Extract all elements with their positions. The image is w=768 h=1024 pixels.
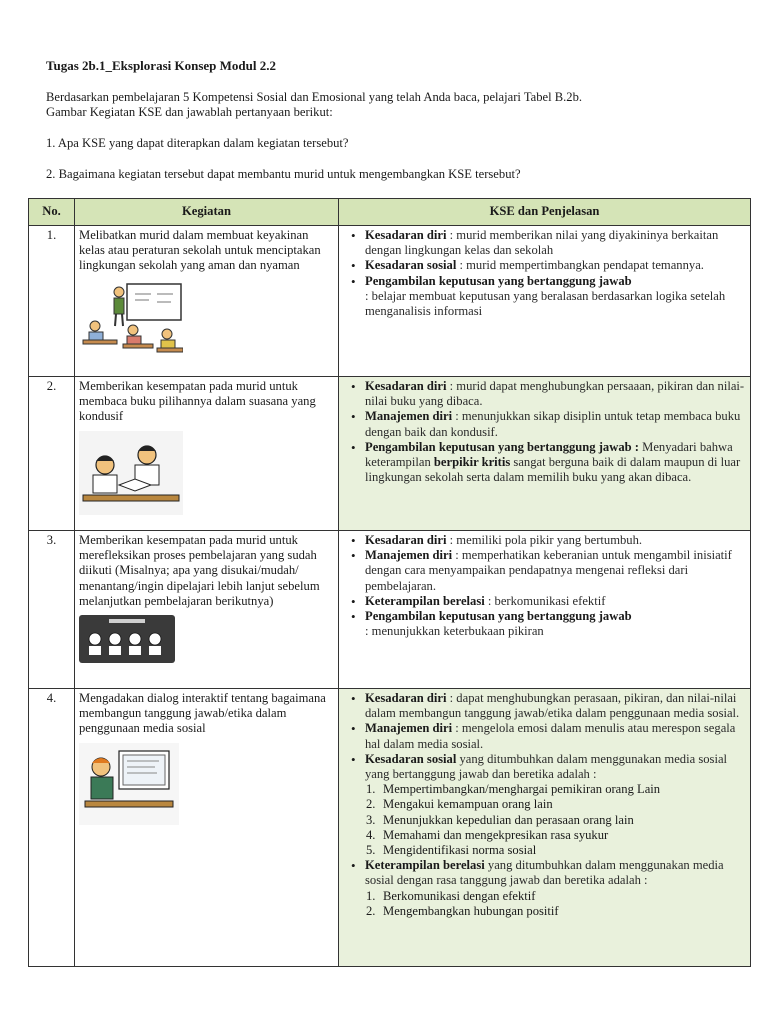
list-item: • Manajemen diri : memperhatikan keberanian untuk mengambil inisiatif dengan cara menyampaikan pendapatnya mengenai refleksi dari pembelajaran.	[365, 548, 746, 594]
list-item: • Keterampilan berelasi yang ditumbuhkan dalam menggunakan media sosial dengan rasa tanggung jawab dan beretika adalah : 1. Berkomunikasi dengan efektif 2. Mengembangkan hubungan positif	[365, 858, 746, 919]
list-item: • Kesadaran diri : murid dapat menghubungkan persaaan, pikiran dan nilai-nilai buku yang dibaca.	[365, 379, 746, 409]
kse-cell	[339, 377, 751, 531]
list-item: • Manajemen diri : mengelola emosi dalam menulis atau merespon segala hal dalam media sosial.	[365, 721, 746, 751]
list-item: • Pengambilan keputusan yang bertanggung jawab : menunjukkan keterbukaan pikiran	[365, 609, 746, 639]
kse-cell	[339, 531, 751, 689]
row-number: 3.	[29, 531, 75, 689]
sublist-item: 2. Mengakui kemampuan orang lain	[366, 797, 553, 812]
list-item: • Manajemen diri : menunjukkan sikap disiplin untuk tetap membaca buku dengan baik dan kondusif.	[365, 409, 746, 439]
table-row	[29, 377, 751, 531]
sublist-item: 3. Menunjukkan kepedulian dan perasaan orang lain	[366, 812, 634, 827]
document-title: Tugas 2b.1_Eksplorasi Konsep Modul 2.2	[46, 58, 276, 73]
row-number: 1.	[29, 226, 75, 377]
list-item: • Kesadaran sosial yang ditumbuhkan dalam menggunakan media sosial yang bertanggung jawab dan beretika adalah : 1. Mempertimbangkan/menghargai pemikiran orang Lain 2. Mengakui kemampuan orang lain 3. Menunjukkan kepedulian dan perasaan orang lain 4. Memahami dan mengekpresikan rasa syukur 5. Mengidentifikasi norma sosial	[365, 752, 746, 858]
list-item: • Keterampilan berelasi : berkomunikasi efektif	[365, 594, 746, 609]
kegiatan-cell	[75, 226, 339, 377]
intro-line-2: Gambar Kegiatan KSE dan jawablah pertanyaan berikut:	[46, 105, 333, 119]
table-row	[29, 689, 751, 967]
row-number: 2.	[29, 377, 75, 531]
kse-list	[343, 691, 746, 919]
question-1: 1. Apa KSE yang dapat diterapkan dalam kegiatan tersebut?	[46, 136, 349, 150]
numbered-sublist	[365, 782, 746, 858]
table-header-row	[29, 199, 751, 226]
list-item: • Kesadaran diri : memiliki pola pikir yang bertumbuh.	[365, 533, 746, 548]
kegiatan-text: Memberikan kesempatan pada murid untuk merefleksikan proses pembelajaran yang sudah diikuti (Misalnya; apa yang disukai/mudah/ menantang/ingin dipelajari lebih lanjut sebelum melanjutkan pembelajaran berikutnya)	[79, 533, 320, 608]
kegiatan-cell	[75, 531, 339, 689]
kegiatan-text: Melibatkan murid dalam membuat keyakinan kelas atau peraturan sekolah untuk menciptakan lingkungan sekolah yang aman dan nyaman	[79, 228, 321, 273]
reflection-faces-illustration	[79, 615, 334, 667]
list-item: • Pengambilan keputusan yang bertanggung jawab : Menyadari bahwa keterampilan berpikir kritis sangat berguna baik di dalam maupun di luar lingkungan sekolah serta dalam memilih buku yang akan dibaca.	[365, 440, 746, 486]
sublist-item: 5. Mengidentifikasi norma sosial	[366, 843, 537, 858]
sublist-item: 1. Mempertimbangkan/menghargai pemikiran orang Lain	[366, 782, 661, 797]
kegiatan-text: Mengadakan dialog interaktif tentang bagaimana membangun tanggung jawab/etika dalam penggunaan media sosial	[79, 691, 326, 736]
kse-list	[343, 533, 746, 639]
kse-list	[343, 379, 746, 485]
sublist-item: 2. Mengembangkan hubungan positif	[366, 903, 559, 918]
table-row	[29, 531, 751, 689]
classroom-rules-illustration	[79, 280, 334, 362]
list-item: • Kesadaran sosial : murid mempertimbangkan pendapat temannya.	[365, 258, 746, 273]
numbered-sublist	[365, 889, 746, 919]
header-kse: KSE dan Penjelasan	[339, 199, 751, 226]
sublist-item: 4. Memahami dan mengekpresikan rasa syukur	[366, 827, 609, 842]
kegiatan-cell	[75, 689, 339, 967]
row-number: 4.	[29, 689, 75, 967]
intro-line-1: Berdasarkan pembelajaran 5 Kompetensi Sosial dan Emosional yang telah Anda baca, pelajari Tabel B.2b.	[46, 90, 583, 104]
kse-table	[28, 198, 751, 967]
list-item: • Pengambilan keputusan yang bertanggung jawab : belajar membuat keputusan yang beralasan berdasarkan logika setelah menganalisis informasi	[365, 274, 746, 320]
list-item: • Kesadaran diri : murid memberikan nilai yang diyakininya berkaitan dengan lingkungan kelas dan sekolah	[365, 228, 746, 258]
question-2: 2. Bagaimana kegiatan tersebut dapat membantu murid untuk mengembangkan KSE tersebut?	[46, 167, 521, 181]
student-computer-illustration	[79, 743, 334, 829]
header-kegiatan: Kegiatan	[75, 199, 339, 226]
sublist-item: 1. Berkomunikasi dengan efektif	[366, 888, 536, 903]
kse-cell	[339, 689, 751, 967]
kse-list	[343, 228, 746, 319]
table-row	[29, 226, 751, 377]
list-item: • Kesadaran diri : dapat menghubungkan perasaan, pikiran, dan nilai-nilai dalam membangun tanggung jawab/etika dalam penggunaan media sosial.	[365, 691, 746, 721]
kegiatan-cell	[75, 377, 339, 531]
reading-students-illustration	[79, 431, 334, 519]
kegiatan-text: Memberikan kesempatan pada murid untuk membaca buku pilihannya dalam suasana yang kondusif	[79, 379, 316, 424]
kse-cell	[339, 226, 751, 377]
header-no: No.	[29, 199, 75, 226]
